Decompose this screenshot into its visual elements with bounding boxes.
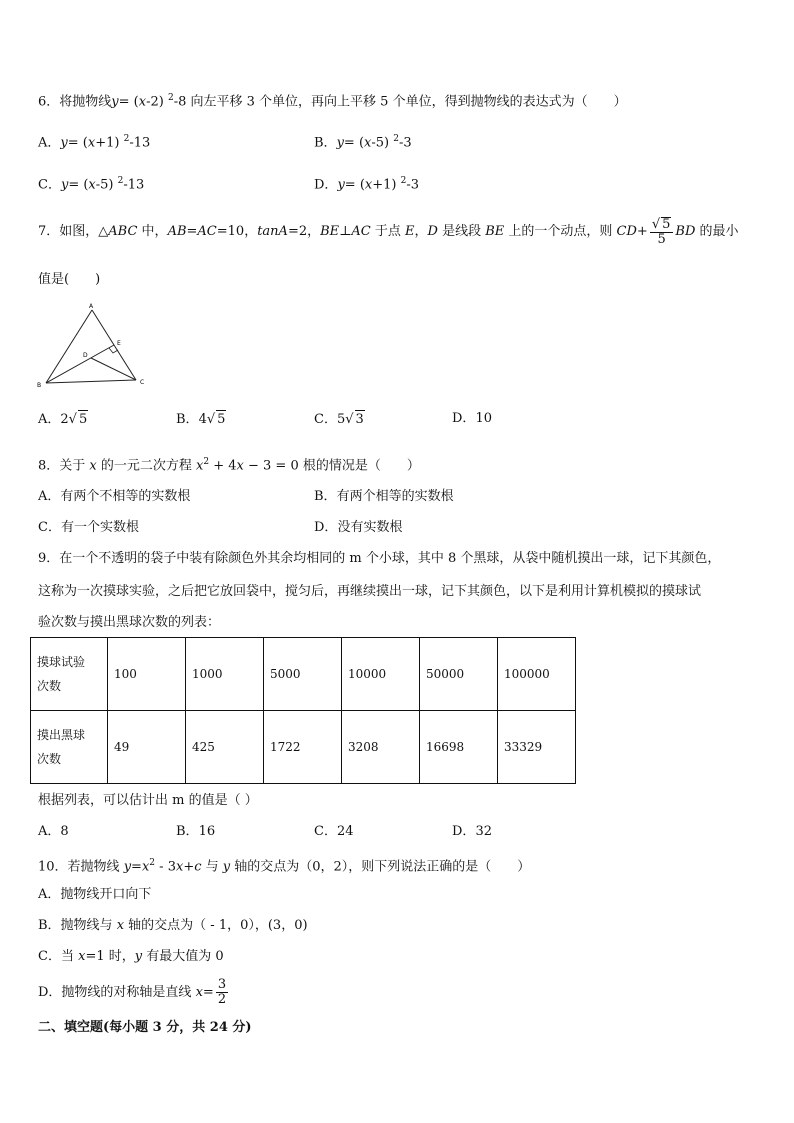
q7-stem-line2: 值是( ) (38, 272, 101, 287)
q10-option-a[interactable]: A．抛物线开口向下 (38, 887, 152, 902)
label-e: E (117, 340, 121, 347)
q8-option-a[interactable]: A．有两个不相等的实数根 (38, 489, 191, 504)
table-cell: 3208 (342, 711, 420, 784)
q9-option-c[interactable]: C．24 (314, 824, 354, 839)
table-cell: 1000 (186, 638, 264, 711)
q6-option-b[interactable]: B．y= (x-5) $^2$-3 (314, 134, 412, 151)
table-header-cell: 摸球试验 次数 (31, 638, 108, 711)
q8-option-b[interactable]: B．有两个相等的实数根 (314, 489, 454, 504)
q9-table (30, 637, 576, 784)
q10-stem: 10．若抛物线 $y=x^2 - 3x+c$ 与 y 轴的交点为（0，2），则下列说法正确的是（ ） (38, 858, 531, 875)
label-a: A (89, 303, 94, 310)
table-cell: 425 (186, 711, 264, 784)
q6-stem: 6．将抛物线y= (x-2) $^2$-8 向左平移 3 个单位，再向上平移 5 个单位，得到抛物线的表达式为（ ） (38, 93, 627, 110)
q9-option-b[interactable]: B．16 (176, 824, 216, 839)
q6-option-c[interactable]: C．y= (x-5) $^2$-13 (38, 176, 145, 193)
table-cell: 100000 (498, 638, 576, 711)
q8-option-d[interactable]: D．没有实数根 (314, 520, 403, 535)
table-cell: 100 (108, 638, 186, 711)
q10-option-d[interactable]: D．抛物线的对称轴是直线 x= $\frac{3}{2}$ (38, 977, 227, 1007)
q9-stem-line1: 9．在一个不透明的袋子中装有除颜色外其余均相同的 m 个小球，其中 8 个黑球，从袋中随机摸出一球，记下其颜色， (38, 551, 721, 566)
table-cell: 33329 (498, 711, 576, 784)
side-bc (46, 380, 136, 383)
q9-after-table: 根据列表，可以估计出 m 的值是（ ） (38, 793, 258, 808)
side-ab (46, 310, 92, 383)
q6-option-d[interactable]: D．y= (x+1) $^2$-3 (314, 176, 420, 193)
sqrt-sign: √ (206, 412, 216, 427)
table-row (31, 711, 576, 784)
sqrt-sign: √ (345, 412, 354, 427)
q9-stem-line2: 这称为一次摸球实验，之后把它放回袋中，搅匀后，再继续摸出一球，记下其颜色，以下是利用计算机模拟的摸球试 (38, 584, 702, 599)
q10-option-b[interactable]: B．抛物线与 x 轴的交点为（ - 1，0），(3，0) (38, 918, 308, 933)
q7-triangle-figure (34, 300, 154, 392)
table-cell: 10000 (342, 638, 420, 711)
q7-option-c[interactable]: C．5√ 3 (314, 412, 364, 427)
q8-option-c[interactable]: C．有一个实数根 (38, 520, 139, 535)
q10-fraction: $\frac{3}{2}$ (217, 977, 227, 1007)
q7-option-b[interactable]: B．4√ 5 (176, 412, 226, 427)
sqrt-sign: √ (651, 216, 661, 232)
q9-stem-line3: 验次数与摸出黑球次数的列表： (38, 615, 221, 630)
table-cell: 49 (108, 711, 186, 784)
q10-option-c[interactable]: C．当 x=1 时，y 有最大值为 0 (38, 949, 224, 964)
label-b: B (37, 382, 42, 389)
table-header-cell: 摸出黑球 次数 (31, 711, 108, 784)
table-cell: 5000 (264, 638, 342, 711)
q8-stem: 8．关于 x 的一元二次方程 $x^2 + 4x - 3 = 0$ 根的情况是（ ） (38, 457, 420, 474)
label-d: D (83, 352, 88, 359)
section-title-fill-in: 二、填空题(每小题 3 分，共 24 分) (38, 1020, 252, 1035)
table-cell: 50000 (420, 638, 498, 711)
q7-option-a[interactable]: A．2√ 5 (38, 412, 88, 427)
table-row (31, 638, 576, 711)
q7-option-d[interactable]: D．10 (452, 411, 492, 426)
q9-option-d[interactable]: D．32 (452, 824, 492, 839)
q7-stem: 7．如图，△ABC 中，AB=AC=10，tanA=2，BE⊥AC 于点 E，D 是线段 BE 上的一个动点，则 CD+ $\frac{√ 5}{5}$ BD 的最小 (38, 216, 739, 247)
q9-option-a[interactable]: A．8 (38, 824, 69, 839)
table-cell: 1722 (264, 711, 342, 784)
label-c: C (140, 379, 145, 386)
q7-fraction: $\frac{√ 5}{5}$ (650, 217, 674, 247)
table-cell: 16698 (420, 711, 498, 784)
sqrt-sign: √ (68, 412, 77, 427)
q6-option-a[interactable]: A．y= (x+1) $^2$-13 (38, 134, 151, 151)
